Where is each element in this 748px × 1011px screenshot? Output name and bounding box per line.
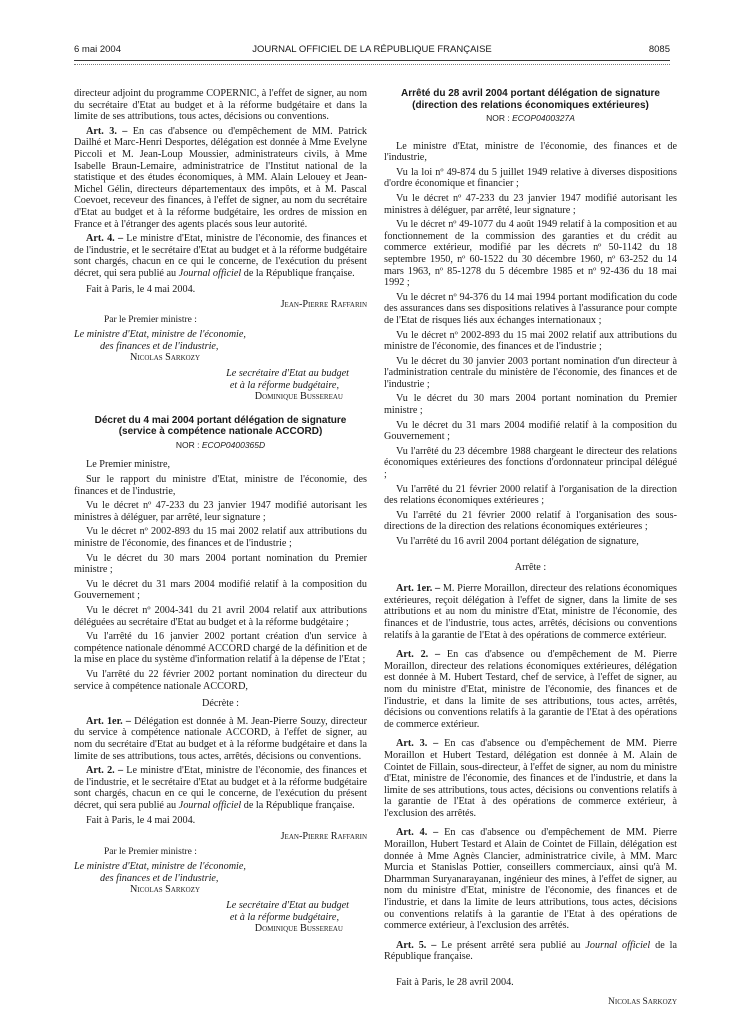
article-2 xyxy=(384,649,677,730)
paragraph: Vu le décret du 30 mars 2004 portant nomination du Premier ministre ; xyxy=(74,552,367,576)
signature-by: Par le Premier ministre : xyxy=(104,314,197,325)
minister-title: des finances et de l'industrie, xyxy=(100,872,219,884)
nor-reference xyxy=(384,113,677,125)
article-number: Art. 3. – xyxy=(86,125,128,137)
decrete-heading: Décrète : xyxy=(201,698,240,710)
paragraph: Vu la loi nº 49-874 du 5 juillet 1949 relative à diverses dispositions d'ordre économique et financier ; xyxy=(384,166,677,190)
journal-officiel: Journal officiel xyxy=(178,799,242,811)
journal-officiel: Journal officiel xyxy=(178,267,242,279)
header-page-number: 8085 xyxy=(648,44,670,55)
paragraph: Vu le décret nº 2002-893 du 15 mai 2002 relatif aux attributions du ministre de l'économie, des finances et de l'industrie ; xyxy=(384,329,677,353)
signature-place-date: Fait à Paris, le 4 mai 2004. xyxy=(86,815,196,827)
article-1 xyxy=(384,583,677,641)
article-text-end: de la République française. xyxy=(241,267,355,279)
decree-title-line: (service à compétence nationale ACCORD) xyxy=(118,426,323,438)
spacer xyxy=(384,133,677,141)
article-3 xyxy=(384,738,677,819)
paragraph: Vu le décret nº 94-376 du 14 mai 1994 portant modification du code des assurances dans ses dispositions relatives à l'assurance pour compte de l'Etat de risques liés aux échanges internationaux ; xyxy=(384,291,677,326)
paragraph: Vu le décret du 30 mars 2004 portant nomination du Premier ministre ; xyxy=(384,393,677,417)
article-4 xyxy=(384,827,677,931)
journal-officiel: Journal officiel xyxy=(585,939,651,951)
signatory-name: Jean-Pierre Raffarin xyxy=(280,299,367,311)
paragraph: Vu le décret nº 2002-893 du 15 mai 2002 relatif aux attributions du ministre de l'économie, des finances et de l'industrie ; xyxy=(74,526,367,549)
right-column xyxy=(384,88,677,1011)
paragraph: Vu le décret nº 47-233 du 23 janvier 1947 modifié autorisant les ministres à déléguer, par arrêté, leur signature ; xyxy=(74,500,367,523)
article-text: En cas d'absence ou d'empêchement de M. Pierre Moraillon, directeur des relations économiques extérieures, délégation est donnée à M. Hubert Testard, chef de service, à l'effet de signer, au nom du ministre d'Etat, ministre de l'économie, des finances et de l'industrie, et dans la limite de ses attributions, tous actes, arrêtés, décisions ou conventions relatifs à la garantie de l'Etat à des opérations de commerce extérieur. xyxy=(384,649,677,730)
signatory-name: Jean-Pierre Raffarin xyxy=(280,831,367,843)
paragraph: Sur le rapport du ministre d'Etat, ministre de l'économie, des finances et de l'industrie, xyxy=(74,474,367,497)
paragraph: Vu le décret nº 49-1077 du 4 août 1949 relatif à la composition et au fonctionnement de la commission des garanties et du crédit au commerce extérieur, modifié par les décrets nº 50-1142 du 18 septembre 1950, nº 60-1522 du 30 décembre 1960, nº 63-252 du 14 mars 1963, nº 85-1278 du 5 décembre 1985 et nº 92-436 du 18 mai 1992 ; xyxy=(384,219,677,289)
header-title: JOURNAL OFFICIEL DE LA RÉPUBLIQUE FRANÇAISE xyxy=(252,44,492,55)
paragraph: Vu le décret du 31 mars 2004 modifié relatif à la composition du Gouvernement ; xyxy=(74,578,367,602)
article-2 xyxy=(74,765,367,811)
article-3 xyxy=(74,126,367,230)
article-text: Délégation est donnée à M. Jean-Pierre Souzy, directeur du service à compétence nationale ACCORD, à l'effet de signer, au nom du secrétaire d'Etat au budget et à la réforme budgétaire et dans la limite de ses attributions, tous actes, arrêtés, décisions ou conventions. xyxy=(74,715,367,762)
article-number: Art. 4. – xyxy=(86,233,124,245)
decree-title-line: Décret du 4 mai 2004 portant délégation de signature xyxy=(94,414,347,426)
nor-code: ECOP0400365D xyxy=(201,439,266,450)
article-text: Le ministre d'Etat, ministre de l'économie, des finances et de l'industrie, et le secrétaire d'Etat au budget et à la réforme budgétaire sont chargés, chacun en ce qui le concerne, de l'exécution du présent décret, qui sera publié au xyxy=(74,233,367,279)
paragraph: Vu le décret du 30 janvier 2003 portant nomination d'un directeur à l'administration centrale du ministère de l'économie, des finances et de l'industrie ; xyxy=(384,355,677,390)
minister-title: Le ministre d'Etat, ministre de l'économie, xyxy=(74,329,246,341)
nor-label: NOR : xyxy=(175,439,202,450)
nor-label: NOR : xyxy=(486,113,513,123)
secretary-name: Dominique Bussereau xyxy=(254,923,343,935)
article-number: Art. 4. – xyxy=(396,827,439,839)
article-number: Art. 2. – xyxy=(396,649,441,661)
signature-place-date: Fait à Paris, le 28 avril 2004. xyxy=(396,977,514,988)
secretary-title: et à la réforme budgétaire, xyxy=(229,379,339,391)
article-number: Art. 1er. – xyxy=(396,583,441,595)
minister-title: des finances et de l'industrie, xyxy=(100,340,219,352)
nor-reference xyxy=(74,440,367,452)
paragraph: Vu le décret nº 2004-341 du 21 avril 2004 relatif aux attributions déléguées au secrétaire d'Etat au budget et à la réforme budgétaire ; xyxy=(74,604,367,628)
article-text: Le ministre d'Etat, ministre de l'économie, des finances et de l'industrie, et le secrétaire d'Etat au budget et à la réforme budgétaire sont chargés, chacun en ce qui le concerne, de l'exécution du présent décret, qui sera publié au xyxy=(74,765,367,811)
paragraph: directeur adjoint du programme COPERNIC, à l'effet de signer, au nom du secrétaire d'Etat au budget et à la réforme budgétaire et dans la limite de ses attributions, tous actes, décisions ou conventions. xyxy=(74,88,367,123)
paragraph: Vu l'arrêté du 22 février 2002 portant nomination du directeur du service à compétence nationale ACCORD, xyxy=(74,668,367,692)
header-rule xyxy=(74,60,670,61)
decree-title xyxy=(74,415,367,438)
paragraph: Vu l'arrêté du 16 janvier 2002 portant création d'un service à compétence nationale dénommé ACCORD chargé de la définition et de la mise en place du système d'information relatif à la dépense de l'Etat ; xyxy=(74,631,367,666)
secretary-title: Le secrétaire d'Etat au budget xyxy=(226,900,349,912)
article-1 xyxy=(74,716,367,762)
signatory-name: Nicolas Sarkozy xyxy=(608,996,677,1007)
article-text-end: de la République française. xyxy=(241,799,355,811)
minister-name: Nicolas Sarkozy xyxy=(130,884,201,896)
arrete-title-line: Arrêté du 28 avril 2004 portant délégation de signature xyxy=(401,88,660,99)
article-number: Art. 5. – xyxy=(396,939,437,951)
article-5 xyxy=(384,940,677,963)
paragraph: Vu le décret du 31 mars 2004 modifié relatif à la composition du Gouvernement ; xyxy=(384,419,677,443)
paragraph: Vu le décret nº 47-233 du 23 janvier 1947 modifié autorisant les ministres à déléguer, par arrêté, leur signature ; xyxy=(384,192,677,216)
paragraph: Vu l'arrêté du 21 février 2000 relatif à l'organisation de la direction des relations économiques extérieures ; xyxy=(384,483,677,507)
arrete-heading: Arrête : xyxy=(514,561,547,573)
article-number: Art. 3. – xyxy=(396,738,439,750)
signature-place-date: Fait à Paris, le 4 mai 2004. xyxy=(86,283,196,295)
arrete-title xyxy=(384,88,677,111)
paragraph: Le ministre d'Etat, ministre de l'économie, des finances et de l'industrie, xyxy=(384,140,677,164)
header-rule-dotted xyxy=(74,64,670,65)
secretary-title: Le secrétaire d'Etat au budget xyxy=(226,368,349,380)
paragraph: Vu l'arrêté du 23 décembre 1988 chargeant le directeur des relations économiques extérieures des fonctions d'ordonnateur principal délégué ; xyxy=(384,445,677,481)
article-text: M. Pierre Moraillon, directeur des relations économiques extérieures, reçoit délégation à l'effet de signer, dans la limite de ses attributions et au nom du ministre d'Etat, ministre de l'économie, des finances et de l'industrie, tous actes, arrêtés, décisions ou conventions relatifs à la garantie de l'Etat à des opérations de commerce extérieur. xyxy=(384,583,677,641)
article-number: Art. 1er. – xyxy=(86,715,131,727)
article-text: En cas d'absence ou d'empêchement de MM. Pierre Moraillon et Hubert Testard, délégation est donnée à M. Alain de Cointet de Fillain, sous-directeur, à l'effet de signer, au nom du ministre d'Etat, ministre de l'économie, des finances et de l'industrie, et dans la limite de ses attributions, tous actes, décisions ou conventions relatifs à la garantie de l'Etat à des opérations de commerce extérieur, à l'exclusion des arrêtés. xyxy=(384,738,677,819)
secretary-name: Dominique Bussereau xyxy=(254,391,343,403)
article-text: Le présent arrêté sera publié au xyxy=(436,939,586,951)
article-4 xyxy=(74,233,367,279)
arrete-title-line: (direction des relations économiques extérieures) xyxy=(412,99,649,111)
nor-code: ECOP0400327A xyxy=(512,113,575,123)
secretary-title: et à la réforme budgétaire, xyxy=(229,911,339,923)
article-text-end: de la République française. xyxy=(384,939,678,963)
article-number: Art. 2. – xyxy=(86,765,124,777)
paragraph: Vu l'arrêté du 16 avril 2004 portant délégation de signature, xyxy=(396,536,639,547)
article-text: En cas d'absence ou d'empêchement de MM. Pierre Moraillon, Hubert Testard et Alain de Cointet de Fillain, délégation est donnée à Mme Agnès Clancier, administratrice civile, à MM. Marc Murcia et Stanislas Pottier, conseillers commerciaux, ainsi qu'à M. Dharmman Suryanarayanan, ingénieur des mines, à l'effet de signer, au nom du ministre d'Etat, ministre de l'économie, des finances et de l'industrie, et dans la limite de leurs attributions, tous actes, décisions ou conventions relatifs à la garantie de l'Etat à des opérations de commerce extérieur, à l'exclusion des arrêtés. xyxy=(384,827,677,932)
header-date: 6 mai 2004 xyxy=(74,44,122,55)
spacer xyxy=(74,407,367,415)
minister-name: Nicolas Sarkozy xyxy=(130,352,201,364)
article-text: En cas d'absence ou d'empêchement de MM. Patrick Dailhé et Marc-Henri Desportes, délégation est donnée à Mme Evelyne Piccoli et M. Jean-Loup Moussier, administrateurs civils, à Mme Isabelle Braun-Lemaire, administratrice de l'Institut national de la statistique et des études économiques, à MM. Alain Lelouey et Jean-Michel Gélin, directeurs départementaux des impôts, et à M. Pascal Coevoet, receveur des finances, à l'effet de signer, au nom du secrétaire d'Etat au budget et à la réforme budgétaire, les ordres de mission en France et à l'étranger des agents placés sous leur autorité. xyxy=(74,125,367,230)
paragraph: Vu l'arrêté du 21 février 2000 relatif à l'organisation des sous-directions de la direction des relations économiques extérieures ; xyxy=(384,509,677,533)
signature-by: Par le Premier ministre : xyxy=(104,846,197,857)
page-header xyxy=(74,44,670,58)
paragraph: Le Premier ministre, xyxy=(86,459,171,471)
left-column xyxy=(74,88,367,939)
minister-title: Le ministre d'Etat, ministre de l'économie, xyxy=(74,861,246,873)
